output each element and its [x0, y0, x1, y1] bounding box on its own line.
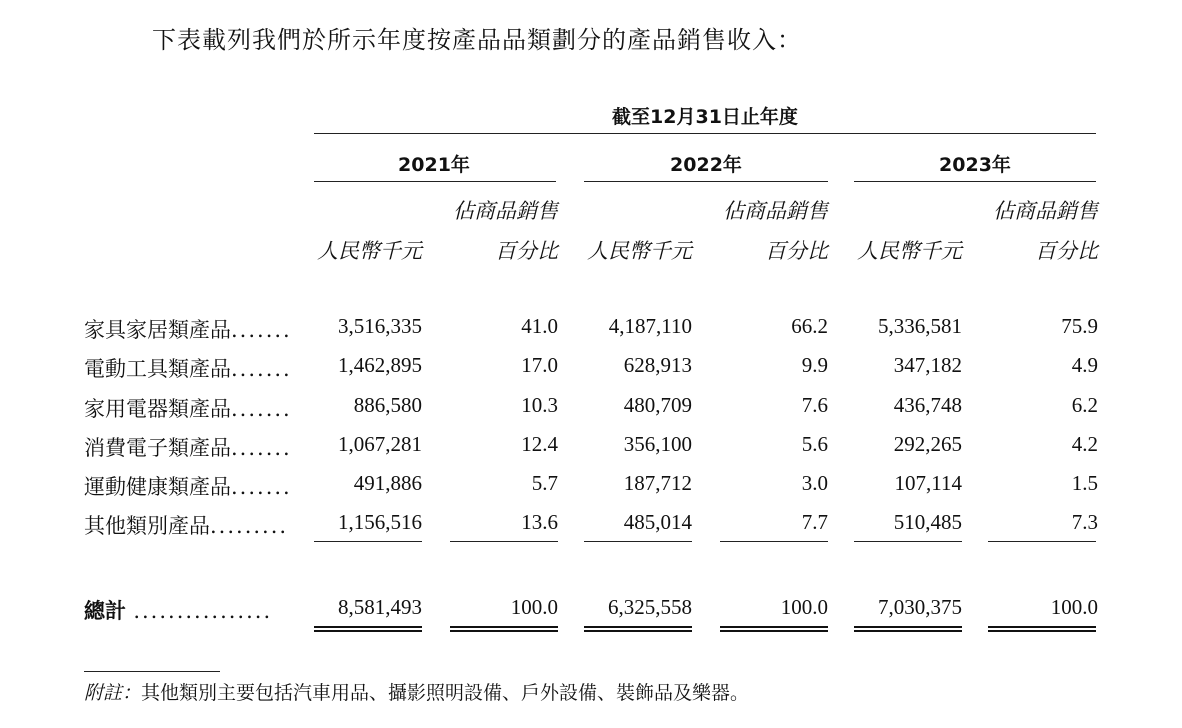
- subtotal-rule-2022-percent: [720, 541, 828, 542]
- cell-2022-percent: 7.7: [801, 510, 828, 534]
- period-header: 截至12月31日止年度: [612, 106, 798, 128]
- cell-2022-percent: 7.6: [801, 393, 828, 417]
- cell-2022-percent: 9.9: [801, 353, 828, 377]
- subtotal-rule-2023-percent: [988, 541, 1096, 542]
- cell-2022-percent: 5.6: [801, 432, 828, 456]
- cell-2021-percent: 5.7: [531, 471, 558, 495]
- row-label: 家用電器類產品.......: [84, 397, 292, 421]
- year-2023-header: 2023年: [939, 154, 1011, 176]
- subtotal-rule-2021-amount: [314, 541, 422, 542]
- cell-2023-percent: 75.9: [1061, 314, 1098, 338]
- cell-2021-percent: 10.3: [521, 393, 558, 417]
- cell-2021-percent: 17.0: [521, 353, 558, 377]
- total-2022-percent: 100.0: [780, 595, 828, 619]
- total-2021-amount: 8,581,493: [338, 595, 422, 619]
- pct-header-2022-l1: 佔商品銷售: [723, 199, 828, 223]
- total-label: 總計 ................: [84, 598, 273, 623]
- cell-2021-percent: 12.4: [521, 432, 558, 456]
- year-2022-rule: [584, 181, 828, 182]
- cell-2023-amount: 292,265: [893, 432, 962, 456]
- row-label: 電動工具類產品.......: [84, 357, 292, 381]
- cell-2021-amount: 1,067,281: [338, 432, 422, 456]
- row-label: 運動健康類產品.......: [84, 475, 292, 499]
- pct-header-2023-l1: 佔商品銷售: [993, 199, 1098, 223]
- cell-2021-amount: 1,156,516: [338, 510, 422, 534]
- cell-2023-percent: 4.2: [1071, 432, 1098, 456]
- total-2021-percent: 100.0: [510, 595, 558, 619]
- cell-2021-amount: 1,462,895: [338, 353, 422, 377]
- footnote-rule: [84, 671, 220, 672]
- amount-header-2021: 人民幣千元: [317, 239, 422, 263]
- subtotal-rule-2023-amount: [854, 541, 962, 542]
- total-2022-amount: 6,325,558: [608, 595, 692, 619]
- subtotal-rule-2022-amount: [584, 541, 692, 542]
- total-double-rule: [988, 626, 1096, 632]
- cell-2023-amount: 510,485: [893, 510, 962, 534]
- amount-header-2022: 人民幣千元: [587, 239, 692, 263]
- footnote-text: 其他類別主要包括汽車用品、攝影照明設備、戶外設備、裝飾品及樂器。: [141, 682, 750, 704]
- cell-2023-percent: 6.2: [1071, 393, 1098, 417]
- cell-2021-amount: 491,886: [353, 471, 422, 495]
- year-2022-header: 2022年: [670, 154, 742, 176]
- pct-header-2021-l1: 佔商品銷售: [453, 199, 558, 223]
- total-double-rule: [584, 626, 692, 632]
- cell-2022-amount: 628,913: [623, 353, 692, 377]
- cell-2023-amount: 436,748: [893, 393, 962, 417]
- pct-header-2021-l2: 百分比: [495, 239, 558, 263]
- cell-2023-percent: 4.9: [1071, 353, 1098, 377]
- cell-2021-amount: 886,580: [353, 393, 422, 417]
- cell-2022-percent: 66.2: [791, 314, 828, 338]
- subtotal-rule-2021-percent: [450, 541, 558, 542]
- cell-2022-amount: 187,712: [623, 471, 692, 495]
- cell-2023-percent: 1.5: [1071, 471, 1098, 495]
- cell-2023-amount: 107,114: [894, 471, 962, 495]
- total-double-rule: [854, 626, 962, 632]
- cell-2023-amount: 347,182: [893, 353, 962, 377]
- row-label: 消費電子類產品.......: [84, 436, 292, 460]
- footnote-prefix: 附註：: [84, 682, 142, 704]
- footnote: [84, 678, 749, 705]
- pct-header-2022-l2: 百分比: [765, 239, 828, 263]
- year-2021-header: 2021年: [398, 154, 470, 176]
- cell-2022-amount: 4,187,110: [608, 314, 692, 338]
- amount-header-2023: 人民幣千元: [857, 239, 962, 263]
- total-2023-percent: 100.0: [1050, 595, 1098, 619]
- cell-2021-percent: 41.0: [521, 314, 558, 338]
- total-2023-amount: 7,030,375: [878, 595, 962, 619]
- pct-header-2023-l2: 百分比: [1035, 239, 1098, 263]
- cell-2022-amount: 356,100: [623, 432, 692, 456]
- period-rule: [314, 133, 1096, 134]
- year-2023-rule: [854, 181, 1096, 182]
- row-label: 其他類別產品.........: [84, 514, 289, 538]
- total-double-rule: [450, 626, 558, 632]
- cell-2022-amount: 480,709: [623, 393, 692, 417]
- cell-2021-percent: 13.6: [521, 510, 558, 534]
- cell-2021-amount: 3,516,335: [338, 314, 422, 338]
- cell-2022-percent: 3.0: [801, 471, 828, 495]
- cell-2022-amount: 485,014: [623, 510, 692, 534]
- cell-2023-amount: 5,336,581: [878, 314, 962, 338]
- total-double-rule: [314, 626, 422, 632]
- total-double-rule: [720, 626, 828, 632]
- year-2021-rule: [314, 181, 556, 182]
- row-label: 家具家居類產品.......: [84, 318, 292, 342]
- intro-text: 下表載列我們於所示年度按產品品類劃分的產品銷售收入：: [152, 26, 802, 54]
- cell-2023-percent: 7.3: [1071, 510, 1098, 534]
